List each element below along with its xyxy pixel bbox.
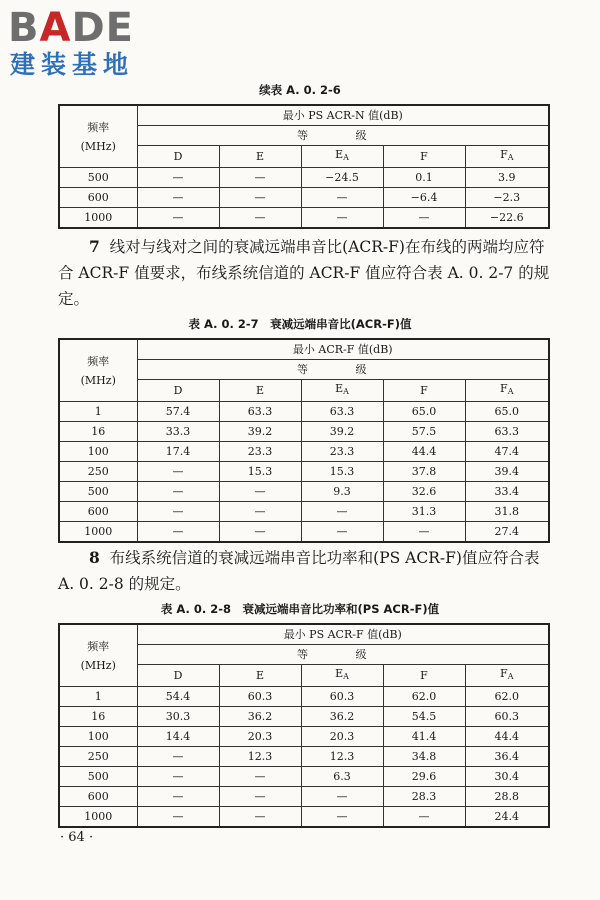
value-cell: 62.0 [383, 687, 465, 707]
table-row [59, 462, 549, 482]
logo-brand: BADE [8, 5, 134, 51]
class-subscript: A [507, 153, 514, 162]
value-cell: 32.6 [383, 482, 465, 502]
freq-label: 频率 [87, 639, 110, 653]
value-cell: 47.4 [465, 442, 549, 462]
class-column-header [383, 146, 465, 168]
value-cell: 63.3 [465, 422, 549, 442]
value-cell: — [383, 522, 465, 543]
value-cell: 60.3 [219, 687, 301, 707]
freq-unit: (MHz) [80, 658, 116, 672]
value-cell: 41.4 [383, 727, 465, 747]
table-row [59, 787, 549, 807]
freq-cell: 500 [59, 168, 137, 188]
value-cell: 60.3 [465, 707, 549, 727]
freq-cell: 100 [59, 727, 137, 747]
value-cell: 20.3 [301, 727, 383, 747]
class-column-header [383, 380, 465, 402]
value-cell: — [137, 482, 219, 502]
value-cell: 28.8 [465, 787, 549, 807]
table-row [59, 807, 549, 828]
table-row [59, 402, 549, 422]
class-column-header [301, 146, 383, 168]
value-cell: 15.3 [219, 462, 301, 482]
class-column-header [465, 665, 549, 687]
grade-label: 等 级 [297, 362, 389, 376]
table-caption-a028: 表 A. 0. 2-8 衰减远端串音比功率和(PS ACR-F)值 [160, 602, 440, 616]
value-cell: — [137, 188, 219, 208]
value-cell: — [137, 747, 219, 767]
value-cell: — [301, 787, 383, 807]
value-cell: 57.4 [137, 402, 219, 422]
value-cell: 33.4 [465, 482, 549, 502]
class-letter: D [173, 668, 183, 682]
logo-subtitle: 建装基地 [10, 50, 135, 79]
value-cell: 6.3 [301, 767, 383, 787]
value-cell: 39.4 [465, 462, 549, 482]
value-cell: — [219, 168, 301, 188]
value-header: 最小 PS ACR-N 值(dB) [137, 105, 549, 126]
value-cell: — [301, 502, 383, 522]
class-letter: E [255, 383, 265, 397]
value-cell: 29.6 [383, 767, 465, 787]
value-cell: — [301, 522, 383, 543]
freq-header [59, 339, 137, 402]
table-a027 [58, 338, 550, 543]
value-cell: 27.4 [465, 522, 549, 543]
value-cell: — [137, 502, 219, 522]
value-cell: 0.1 [383, 168, 465, 188]
value-cell: — [383, 208, 465, 229]
table-row [59, 188, 549, 208]
table-a028 [58, 623, 550, 828]
freq-cell: 1000 [59, 208, 137, 229]
value-cell: 31.8 [465, 502, 549, 522]
value-cell: 14.4 [137, 727, 219, 747]
class-column-header [301, 380, 383, 402]
freq-header [59, 624, 137, 687]
table-row [59, 707, 549, 727]
grade-label: 等 级 [297, 128, 389, 142]
freq-label: 频率 [87, 354, 110, 368]
value-cell: 36.2 [301, 707, 383, 727]
value-cell: 63.3 [301, 402, 383, 422]
table-row [59, 727, 549, 747]
grade-header [137, 126, 549, 146]
freq-unit: (MHz) [80, 139, 116, 153]
value-cell: — [219, 208, 301, 229]
value-cell: 17.4 [137, 442, 219, 462]
value-cell: 23.3 [219, 442, 301, 462]
freq-cell: 250 [59, 747, 137, 767]
freq-cell: 1 [59, 402, 137, 422]
value-cell: 44.4 [383, 442, 465, 462]
class-column-header [219, 146, 301, 168]
freq-cell: 600 [59, 188, 137, 208]
value-cell: −22.6 [465, 208, 549, 229]
class-letter: E [335, 667, 344, 680]
value-cell: — [219, 522, 301, 543]
value-cell: 63.3 [219, 402, 301, 422]
class-column-header [137, 146, 219, 168]
value-cell: 12.3 [219, 747, 301, 767]
value-cell: 30.4 [465, 767, 549, 787]
value-cell: 39.2 [301, 422, 383, 442]
freq-cell: 1000 [59, 522, 137, 543]
class-letter: F [420, 668, 428, 682]
value-cell: 36.4 [465, 747, 549, 767]
class-column-header [137, 665, 219, 687]
grade-header [137, 645, 549, 665]
table-a026 [58, 104, 550, 229]
class-letter: E [255, 149, 265, 163]
value-cell: 57.5 [383, 422, 465, 442]
value-cell: 37.8 [383, 462, 465, 482]
value-cell: −24.5 [301, 168, 383, 188]
freq-cell: 600 [59, 787, 137, 807]
value-cell: 12.3 [301, 747, 383, 767]
value-cell: 3.9 [465, 168, 549, 188]
value-cell: 20.3 [219, 727, 301, 747]
class-letter: F [500, 148, 508, 161]
value-cell: — [137, 168, 219, 188]
value-cell: 54.5 [383, 707, 465, 727]
freq-cell: 16 [59, 422, 137, 442]
value-cell: 65.0 [383, 402, 465, 422]
value-cell: — [137, 462, 219, 482]
freq-cell: 1000 [59, 807, 137, 828]
class-column-header [465, 146, 549, 168]
class-column-header [137, 380, 219, 402]
freq-header [59, 105, 137, 168]
value-cell: — [137, 208, 219, 229]
class-letter: F [420, 383, 428, 397]
watermark-logo [8, 6, 134, 80]
freq-cell: 600 [59, 502, 137, 522]
value-header: 最小 PS ACR-F 值(dB) [137, 624, 549, 645]
table-caption-a027: 表 A. 0. 2-7 衰减远端串音比(ACR-F)值 [188, 317, 412, 331]
value-cell: — [301, 188, 383, 208]
value-cell: — [219, 482, 301, 502]
table-row [59, 687, 549, 707]
freq-cell: 16 [59, 707, 137, 727]
value-cell: 23.3 [301, 442, 383, 462]
value-header: 最小 ACR-F 值(dB) [137, 339, 549, 360]
class-subscript: A [343, 387, 349, 396]
freq-cell: 100 [59, 442, 137, 462]
class-letter: F [500, 667, 508, 680]
class-letter: E [255, 668, 265, 682]
value-cell: 9.3 [301, 482, 383, 502]
value-cell: 65.0 [465, 402, 549, 422]
table-row [59, 767, 549, 787]
grade-label: 等 级 [297, 647, 389, 661]
value-cell: 44.4 [465, 727, 549, 747]
value-cell: — [301, 208, 383, 229]
class-subscript: A [343, 153, 349, 162]
class-letter: D [173, 149, 183, 163]
clause-7: 7 线对与线对之间的衰减远端串音比(ACR-F)在布线的两端均应符合 ACR-F 值要求，布线系统信道的 ACR-F 值应符合表 A. 0. 2-7 的规定。 [58, 237, 550, 308]
value-cell: — [137, 787, 219, 807]
value-cell: — [219, 767, 301, 787]
table-row [59, 208, 549, 229]
value-cell: 24.4 [465, 807, 549, 828]
class-letter: F [500, 382, 508, 395]
table-row [59, 442, 549, 462]
table-caption-a026: 续表 A. 0. 2-6 [259, 83, 341, 97]
class-letter: E [335, 148, 344, 161]
value-cell: 15.3 [301, 462, 383, 482]
value-cell: — [301, 807, 383, 828]
class-column-header [219, 380, 301, 402]
value-cell: −2.3 [465, 188, 549, 208]
value-cell: 39.2 [219, 422, 301, 442]
value-cell: — [219, 502, 301, 522]
value-cell: — [219, 807, 301, 828]
class-letter: E [335, 382, 344, 395]
value-cell: 54.4 [137, 687, 219, 707]
table-row [59, 422, 549, 442]
freq-cell: 500 [59, 482, 137, 502]
class-subscript: A [507, 387, 514, 396]
value-cell: −6.4 [383, 188, 465, 208]
class-column-header [465, 380, 549, 402]
table-row [59, 168, 549, 188]
clause-8: 8 布线系统信道的衰减远端串音比功率和(PS ACR-F)值应符合表 A. 0. 2-8 的规定。 [58, 548, 540, 593]
freq-cell: 500 [59, 767, 137, 787]
class-column-header [383, 665, 465, 687]
value-cell: — [383, 807, 465, 828]
page-number: · 64 · [60, 830, 94, 845]
class-letter: F [420, 149, 428, 163]
table-row [59, 502, 549, 522]
value-cell: 30.3 [137, 707, 219, 727]
value-cell: 28.3 [383, 787, 465, 807]
value-cell: 33.3 [137, 422, 219, 442]
value-cell: — [137, 522, 219, 543]
class-letter: D [173, 383, 183, 397]
class-column-header [301, 665, 383, 687]
table-row [59, 747, 549, 767]
value-cell: — [137, 767, 219, 787]
freq-cell: 250 [59, 462, 137, 482]
value-cell: 60.3 [301, 687, 383, 707]
value-cell: — [219, 188, 301, 208]
class-subscript: A [507, 672, 514, 681]
value-cell: 31.3 [383, 502, 465, 522]
table-row [59, 482, 549, 502]
grade-header [137, 360, 549, 380]
value-cell: 36.2 [219, 707, 301, 727]
value-cell: 34.8 [383, 747, 465, 767]
freq-unit: (MHz) [80, 373, 116, 387]
class-subscript: A [343, 672, 349, 681]
value-cell: 62.0 [465, 687, 549, 707]
class-column-header [219, 665, 301, 687]
freq-label: 频率 [87, 120, 110, 134]
freq-cell: 1 [59, 687, 137, 707]
value-cell: — [137, 807, 219, 828]
table-row [59, 522, 549, 543]
value-cell: — [219, 787, 301, 807]
